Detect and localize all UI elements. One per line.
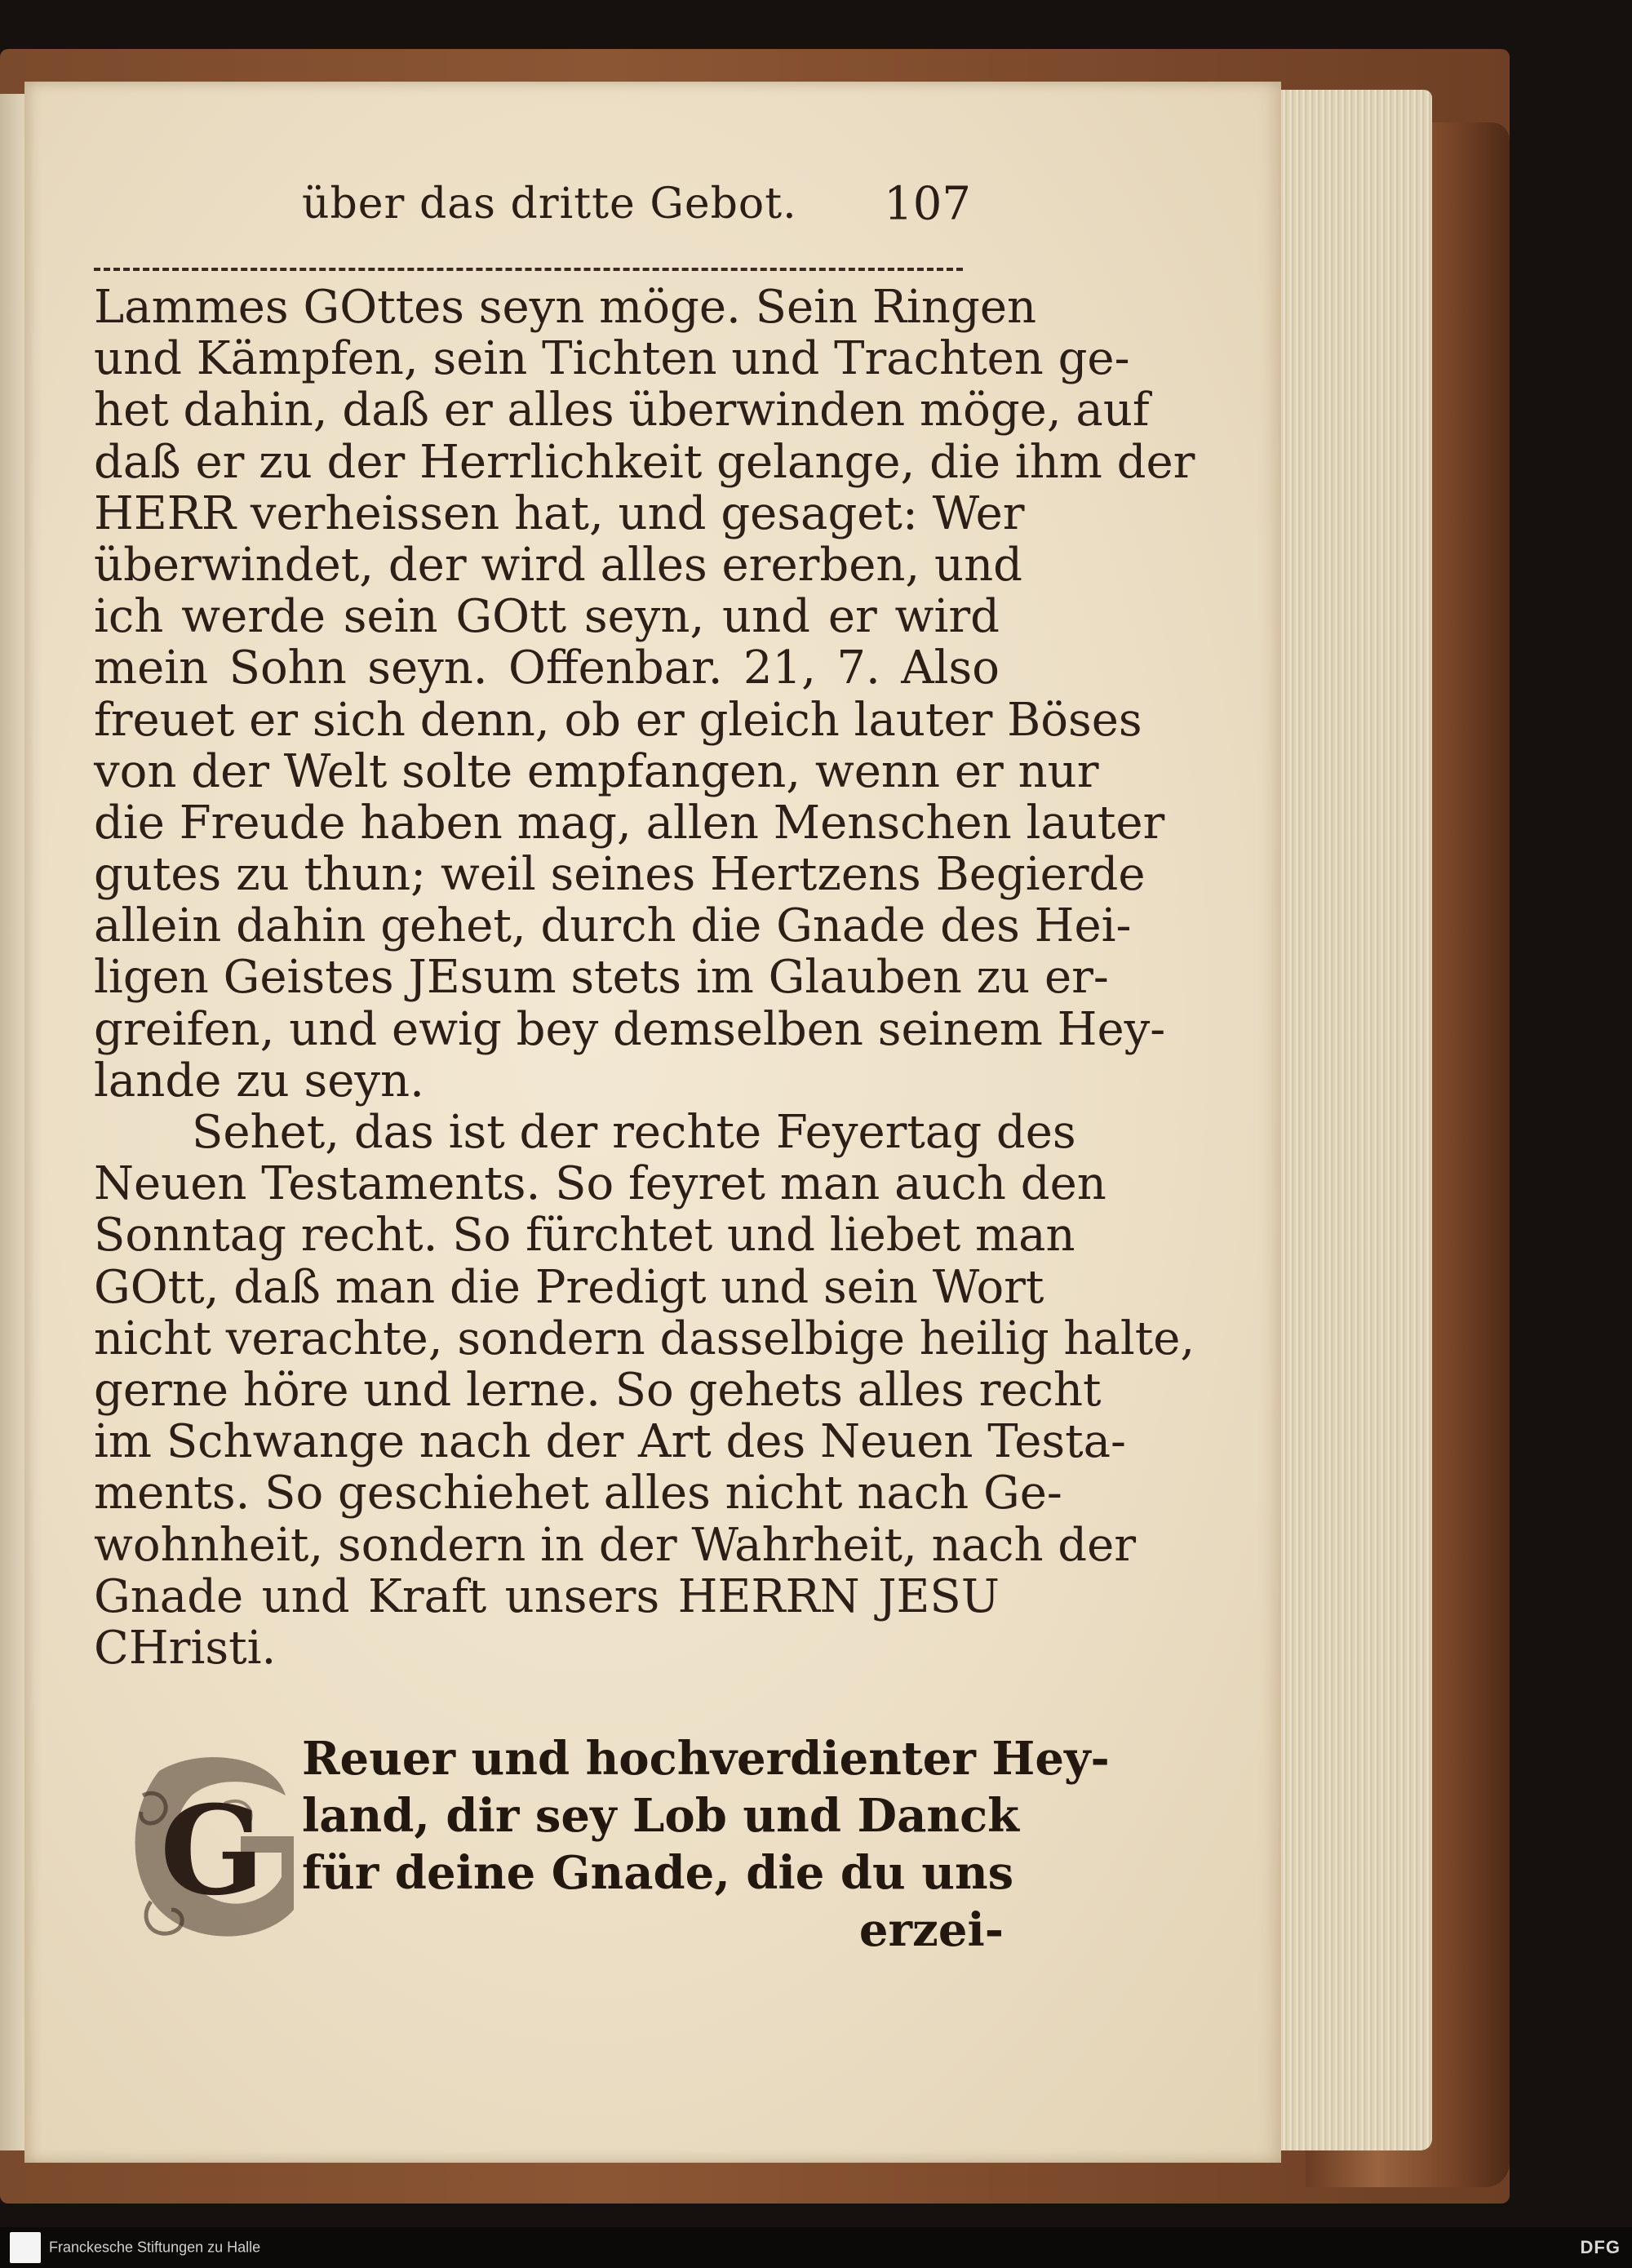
prayer-line: Reuer und hochverdienter Hey- — [302, 1732, 1110, 1786]
text-line: lande zu seyn. — [94, 1054, 424, 1107]
prayer-line: land, dir sey Lob und Danck — [302, 1789, 1019, 1843]
text-line: CHristi. — [94, 1621, 277, 1675]
left-page-edge — [0, 94, 26, 2150]
dfg-logo: DFG — [1580, 2237, 1621, 2257]
text-line: freuet er sich denn, ob er gleich lauter Böses — [94, 693, 1142, 747]
text-line: mein Sohn seyn. Offenbar. 21, 7. Also — [94, 641, 1000, 695]
text-line: ments. So geschiehet alles nicht nach Ge- — [94, 1467, 1062, 1520]
prayer-text — [302, 1730, 1110, 1959]
text-line: het dahin, daß er alles überwinden möge, auf — [94, 384, 1150, 437]
text-line: gerne höre und lerne. So gehets alles recht — [94, 1363, 1102, 1417]
text-line: gutes zu thun; weil seines Hertzens Begierde — [94, 848, 1146, 902]
viewer-footer — [0, 2227, 1632, 2268]
catchword: erzei- — [858, 1903, 1004, 1957]
text-line: im Schwange nach der Art des Neuen Testa- — [94, 1415, 1126, 1469]
prayer-line: für deine Gnade, die du uns — [302, 1846, 1014, 1900]
header-rule — [94, 268, 963, 271]
text-line: nicht verachte, sondern dasselbige heilig halte, — [94, 1312, 1195, 1365]
text-line: überwindet, der wird alles ererben, und — [94, 538, 1022, 592]
text-line: von der Welt solte empfangen, wenn er nur — [94, 744, 1099, 798]
text-line: Gnade und Kraft unsers HERRN JESU — [94, 1569, 1000, 1623]
text-line: greifen, und ewig bey demselben seinem Hey- — [94, 1002, 1166, 1056]
body-text — [94, 281, 1195, 1675]
text-line: Sonntag recht. So fürchtet und liebet man — [94, 1209, 1075, 1263]
text-line: Neuen Testaments. So feyret man auch den — [94, 1157, 1106, 1211]
running-title: über das dritte Gebot. — [302, 180, 797, 229]
institution-label: Franckesche Stiftungen zu Halle — [49, 2239, 261, 2256]
institution-logo-icon — [10, 2232, 41, 2263]
page-number: 107 — [884, 177, 971, 231]
text-line: wohnheit, sondern in der Wahrheit, nach der — [94, 1518, 1137, 1572]
page-header — [302, 122, 971, 237]
decorated-initial — [126, 1746, 298, 1951]
text-line: die Freude haben mag, allen Menschen lauter — [94, 796, 1165, 850]
text-line: ligen Geistes JEsum stets im Glauben zu er- — [94, 951, 1109, 1005]
text-line: GOtt, daß man die Predigt und sein Wort — [94, 1260, 1044, 1314]
text-line: und Kämpfen, sein Tichten und Trachten ge- — [94, 332, 1130, 386]
paragraph-start-line: Sehet, das ist der rechte Feyertag des — [192, 1106, 1076, 1159]
prayer-section — [126, 1730, 1110, 1975]
text-line: Lammes GOttes seyn möge. Sein Ringen — [94, 281, 1037, 334]
text-line: ich werde sein GOtt seyn, und er wird — [94, 590, 1000, 644]
text-line: daß er zu der Herrlichkeit gelange, die ihm der — [94, 435, 1195, 489]
initial-letter: G — [159, 1779, 265, 1923]
text-line: allein dahin gehet, durch die Gnade des Hei- — [94, 899, 1132, 953]
text-line: HERR verheissen hat, und gesaget: Wer — [94, 486, 1025, 540]
